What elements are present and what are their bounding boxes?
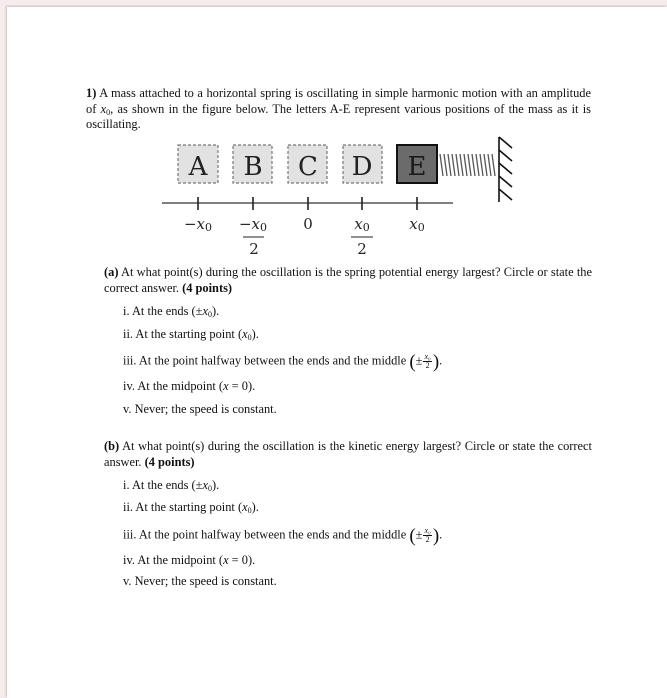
part-a-option-v[interactable]: v. Never; the speed is constant. (123, 402, 277, 416)
problem-intro-rest: , as shown in the figure below. The letters A-E represent various positions of the mass as it is oscillating. (86, 101, 591, 132)
svg-text:A: A (188, 152, 208, 182)
svg-text:2: 2 (357, 240, 367, 258)
problem-statement: 1) A mass attached to a horizontal spring is oscillating in simple harmonic motion with an amplitude of $x_0$, as shown in the figure below. The letters A-E represent various positions of the mass as it is oscillating. (86, 86, 591, 132)
problem-intro: A mass attached to a horizontal spring is oscillating in simple harmonic motion with an amplitude of (86, 86, 591, 116)
position-box-d (343, 145, 382, 183)
svg-text:x0: x0 (354, 215, 370, 234)
svg-text:0: 0 (303, 215, 313, 233)
part-b-option-iii[interactable]: iii. At the point halfway between the ends and the middle (± $\frac{\text{x₀}}{2}$ ). (123, 525, 443, 547)
position-box-a (178, 145, 218, 183)
part-a-option-i[interactable]: i. At the ends $(\pm x_0)$. (123, 304, 220, 319)
part-b-option-i[interactable]: i. At the ends $(\pm x_0)$. (123, 478, 220, 493)
math-var: x (100, 101, 107, 116)
spring-mass-figure (0, 0, 667, 270)
svg-text:E: E (407, 152, 427, 182)
position-box-c (288, 145, 327, 183)
wall (499, 137, 512, 202)
svg-text:−x0: −x0 (183, 215, 213, 234)
problem-number: 1) (86, 86, 97, 100)
svg-text:2: 2 (249, 240, 259, 258)
axis-labels (184, 215, 425, 258)
svg-text:D: D (351, 152, 373, 182)
part-b-option-v[interactable]: v. Never; the speed is constant. (123, 574, 277, 588)
fraction-x0-over-2: $\frac{\text{x₀}}{2}$ (424, 352, 431, 370)
svg-text:−x0: −x0 (238, 215, 268, 234)
part-a-option-ii[interactable]: ii. At the starting point $(x_0)$. (123, 327, 259, 342)
position-box-e (397, 145, 437, 183)
part-b-question: (b) At what point(s) during the oscillation is the kinetic energy largest? Circle or state the correct answer. (4 points) (104, 439, 592, 469)
part-a-question: (a) At what point(s) during the oscillation is the spring potential energy largest? Circle or state the correct answer. (4 points) (104, 265, 592, 295)
spring (440, 154, 495, 176)
svg-text:x0: x0 (409, 215, 425, 234)
part-b-option-iv[interactable]: iv. At the midpoint (x = 0). (123, 553, 256, 567)
position-axis (162, 197, 453, 210)
svg-text:C: C (298, 152, 318, 182)
fraction-x0-over-2: $\frac{\text{x₀}}{2}$ (424, 526, 431, 544)
part-b-option-ii[interactable]: ii. At the starting point $(x_0)$. (123, 500, 259, 515)
part-a-option-iii[interactable]: iii. At the point halfway between the ends and the middle (± $\frac{\text{x₀}}{2}$ ). (123, 351, 443, 373)
position-box-b (233, 145, 272, 183)
part-a-option-iv[interactable]: iv. At the midpoint (x = 0). (123, 379, 256, 393)
svg-text:B: B (243, 152, 263, 182)
